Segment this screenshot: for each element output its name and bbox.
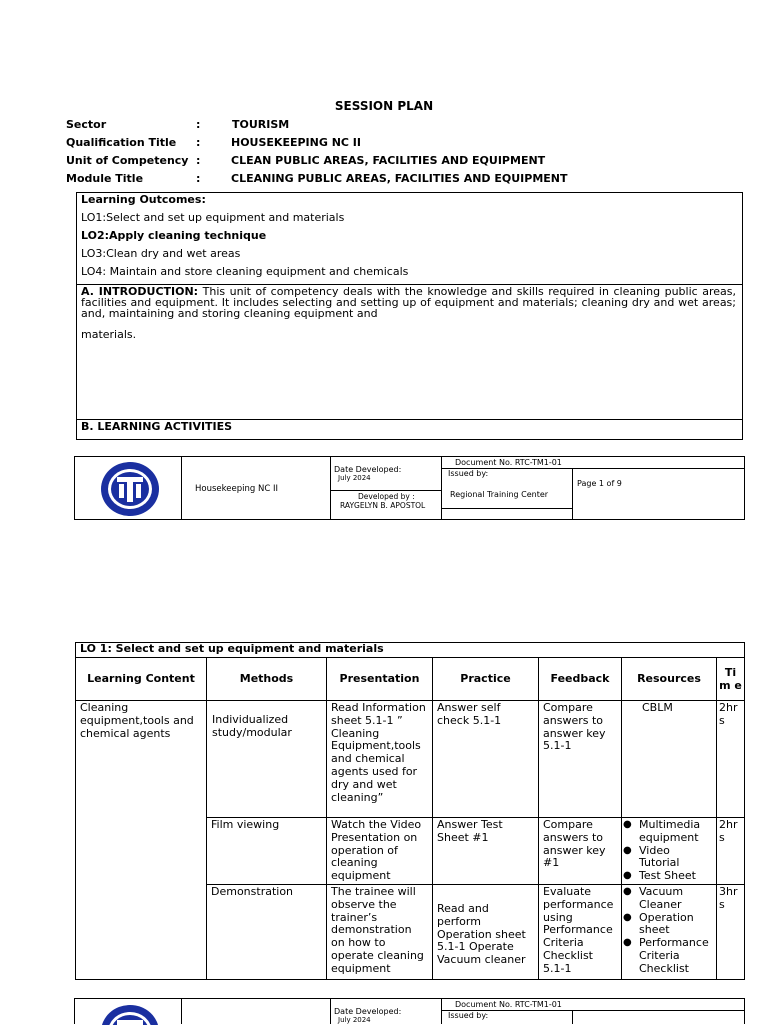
column-header: Learning Content <box>76 658 207 701</box>
introduction-label: A. INTRODUCTION: <box>81 285 199 298</box>
presentation-cell: The trainee will observe the trainer’s demonstration on how to operate cleaning equipment <box>327 884 433 979</box>
footer-date-label: Date Developed: <box>334 465 402 474</box>
meta-colon: : <box>196 136 201 149</box>
lo1-title: LO 1: Select and set up equipment and materials <box>76 643 745 658</box>
footer-issued-by-label: Issued by: <box>448 1011 489 1020</box>
page-footer-2 <box>74 998 745 1024</box>
page-footer <box>74 456 745 520</box>
resource-item: ● Video Tutorial <box>639 845 712 871</box>
lo1-activities-table <box>75 642 745 980</box>
resources-cell <box>622 818 717 885</box>
meta-colon: : <box>196 118 201 131</box>
footer-date-value: July 2024 <box>338 1016 371 1024</box>
introduction-text-end: materials. <box>81 328 137 341</box>
learning-outcomes-heading: Learning Outcomes: <box>81 193 206 206</box>
meta-colon: : <box>196 172 201 185</box>
learning-activities-box <box>76 419 743 440</box>
learning-content-cell: Cleaning equipment,tools and chemical agents <box>76 701 207 980</box>
resources-list <box>623 819 712 883</box>
column-header: Feedback <box>539 658 622 701</box>
practice-cell: Read and perform Operation sheet 5.1-1 Operate Vacuum cleaner <box>433 884 539 979</box>
table-row <box>76 701 745 818</box>
practice-cell: Answer Test Sheet #1 <box>433 818 539 885</box>
resource-item: ● Performance Criteria Checklist <box>639 937 712 975</box>
time-cell: 2hrs <box>717 701 745 818</box>
session-plan-title: SESSION PLAN <box>334 99 434 113</box>
feedback-cell: Evaluate performance using Performance Criteria Checklist 5.1-1 <box>539 884 622 979</box>
learning-outcome-item: LO2:Apply cleaning technique <box>81 229 267 242</box>
footer-date-value: July 2024 <box>338 474 371 482</box>
resource-item: ● Vacuum Cleaner <box>639 886 712 912</box>
resources-list <box>623 886 712 976</box>
footer-page-number: Page 1 of 9 <box>577 479 622 488</box>
footer-issued-by-label: Issued by: <box>448 469 489 478</box>
footer-issued-by-value: Regional Training Center <box>450 490 549 499</box>
meta-label: Unit of Competency <box>66 154 189 167</box>
feedback-cell: Compare answers to answer key #1 <box>539 818 622 885</box>
learning-outcomes-box <box>76 192 743 285</box>
learning-outcome-item: LO4: Maintain and store cleaning equipment and chemicals <box>81 265 409 278</box>
method-cell: Individualized study/modular <box>207 701 327 818</box>
footer-developed-by-value: RAYGELYN B. APOSTOL <box>340 501 426 510</box>
tesda-logo-icon <box>100 1004 160 1025</box>
footer-qualification: Housekeeping NC II <box>195 484 278 494</box>
resource-item: ● Test Sheet <box>639 870 712 883</box>
method-cell: Film viewing <box>207 818 327 885</box>
time-cell: 3hrs <box>717 884 745 979</box>
meta-colon: : <box>196 154 201 167</box>
resources-cell: CBLM <box>622 701 717 818</box>
time-cell: 2hrs <box>717 818 745 885</box>
meta-value: CLEAN PUBLIC AREAS, FACILITIES AND EQUIPMENT <box>231 154 546 167</box>
presentation-cell: Watch the Video Presentation on operation of cleaning equipment <box>327 818 433 885</box>
introduction-box <box>76 284 743 420</box>
meta-label: Sector <box>66 118 107 131</box>
footer-date-label: Date Developed: <box>334 1007 402 1016</box>
tesda-logo-icon <box>100 461 160 517</box>
resource-item: ● Operation sheet <box>639 912 712 938</box>
meta-value: TOURISM <box>232 118 290 131</box>
feedback-cell: Compare answers to answer key 5.1-1 <box>539 701 622 818</box>
footer-doc-no: Document No. RTC-TM1-01 <box>455 1000 562 1009</box>
introduction-paragraph <box>81 286 736 319</box>
meta-value: HOUSEKEEPING NC II <box>231 136 361 149</box>
resource-item: ● Multimedia equipment <box>639 819 712 845</box>
meta-label: Qualification Title <box>66 136 177 149</box>
learning-activities-label: B. LEARNING ACTIVITIES <box>81 420 233 433</box>
meta-label: Module Title <box>66 172 144 185</box>
meta-value: CLEANING PUBLIC AREAS, FACILITIES AND EQUIPMENT <box>231 172 568 185</box>
footer-developed-by-label: Developed by : <box>358 492 415 501</box>
column-header: Presentation <box>327 658 433 701</box>
column-header: Resources <box>622 658 717 701</box>
footer-doc-no: Document No. RTC-TM1-01 <box>455 458 562 467</box>
learning-outcome-item: LO3:Clean dry and wet areas <box>81 247 241 260</box>
method-cell: Demonstration <box>207 884 327 979</box>
learning-outcome-item: LO1:Select and set up equipment and materials <box>81 211 345 224</box>
column-header: Practice <box>433 658 539 701</box>
column-header: Ti m e <box>717 658 745 701</box>
introduction-text: This unit of competency deals with the knowledge and skills required in cleaning public areas, facilities and equipment. It includes selecting and setting up of equipment and materials; cleaning dry and wet areas; and, maintaining and storing cleaning equipment and <box>81 285 737 320</box>
presentation-cell: Read Information sheet 5.1-1 ” Cleaning Equipment,tools and chemical agents used for dry and wet cleaning” <box>327 701 433 818</box>
resources-cell <box>622 884 717 979</box>
column-header: Methods <box>207 658 327 701</box>
practice-cell: Answer self check 5.1-1 <box>433 701 539 818</box>
